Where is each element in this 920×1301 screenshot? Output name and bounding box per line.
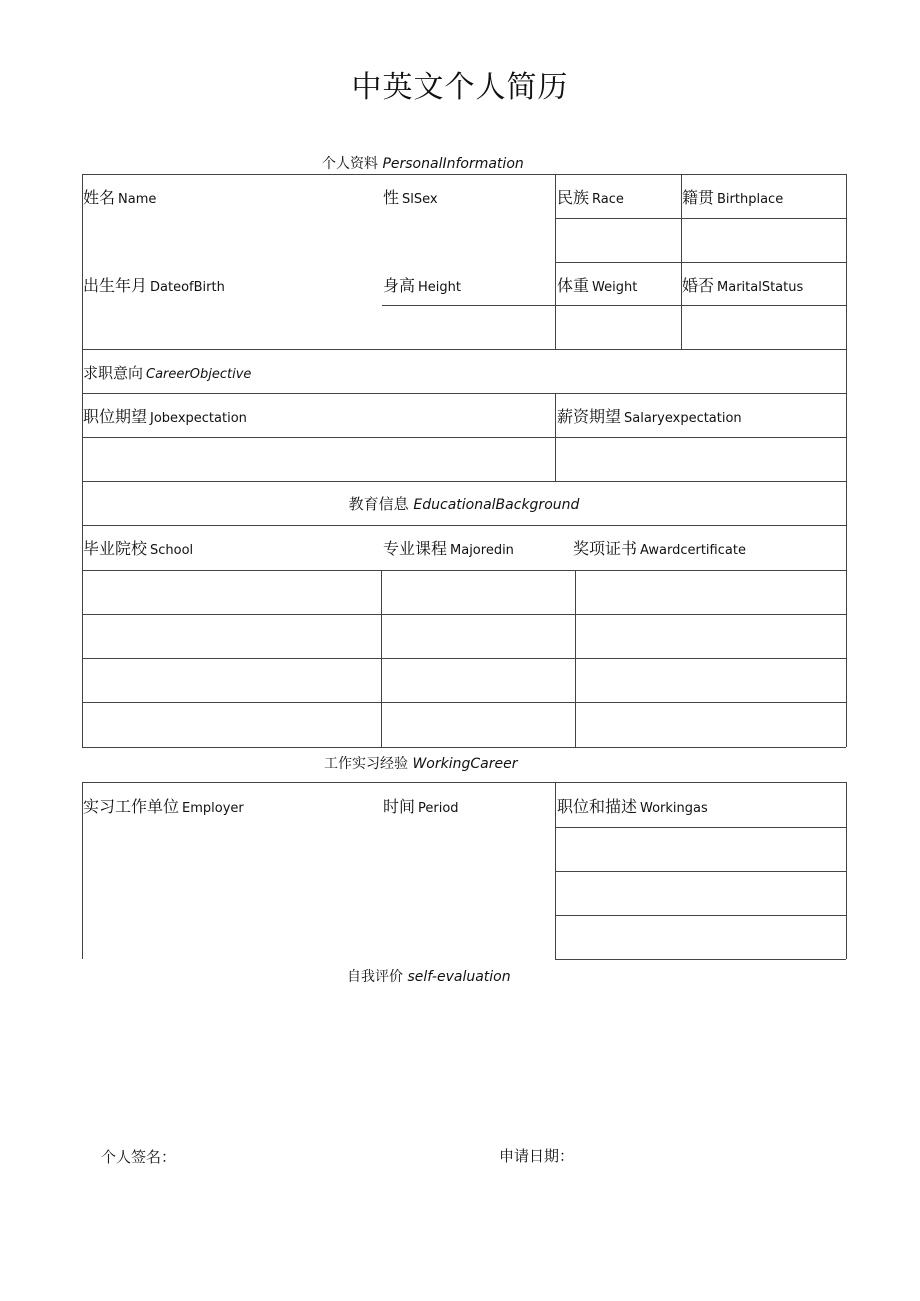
job-expectation-label: 职位期望 Jobexpectation [83,407,247,426]
education-heading: 教育信息 EducationalBackground [348,495,580,513]
major-label: 专业课程 Majoredin [383,539,514,558]
document-title: 中英文个人简历 [351,70,569,105]
employer-label: 实习工作单位 Employer [83,797,244,816]
position-label: 职位和描述 Workingas [557,797,708,816]
self-evaluation-heading: 自我评价 self-evaluation [347,969,511,985]
period-label: 时间 Period [383,797,459,816]
birthplace-label: 籍贯 Birthplace [682,188,784,207]
dob-label: 出生年月 DateofBirth [83,276,225,295]
work-experience-heading: 工作实习经验 WorkingCareer [324,756,518,772]
personal-info-heading-cn: 个人资料 [322,156,378,172]
race-label: 民族 Race [557,188,624,207]
marital-status-label: 婚否 MaritalStatus [682,276,804,295]
signature-label: 个人签名： [101,1148,177,1166]
height-label: 身高 Height [383,276,461,295]
weight-label: 体重 Weight [557,276,638,295]
sex-label: 性 SlSex [383,188,438,207]
award-label: 奖项证书 Awardcertificate [573,539,746,558]
career-objective-label: 求职意向 CareerObjective [83,364,252,382]
application-date-label: 申请日期： [499,1147,575,1165]
salary-expectation-label: 薪资期望 Salaryexpectation [557,407,742,426]
school-label: 毕业院校 School [83,539,194,558]
personal-info-heading [322,153,524,173]
personal-info-heading-en: PersonalInformation [382,156,524,172]
name-label: 姓名 Name [83,188,157,207]
